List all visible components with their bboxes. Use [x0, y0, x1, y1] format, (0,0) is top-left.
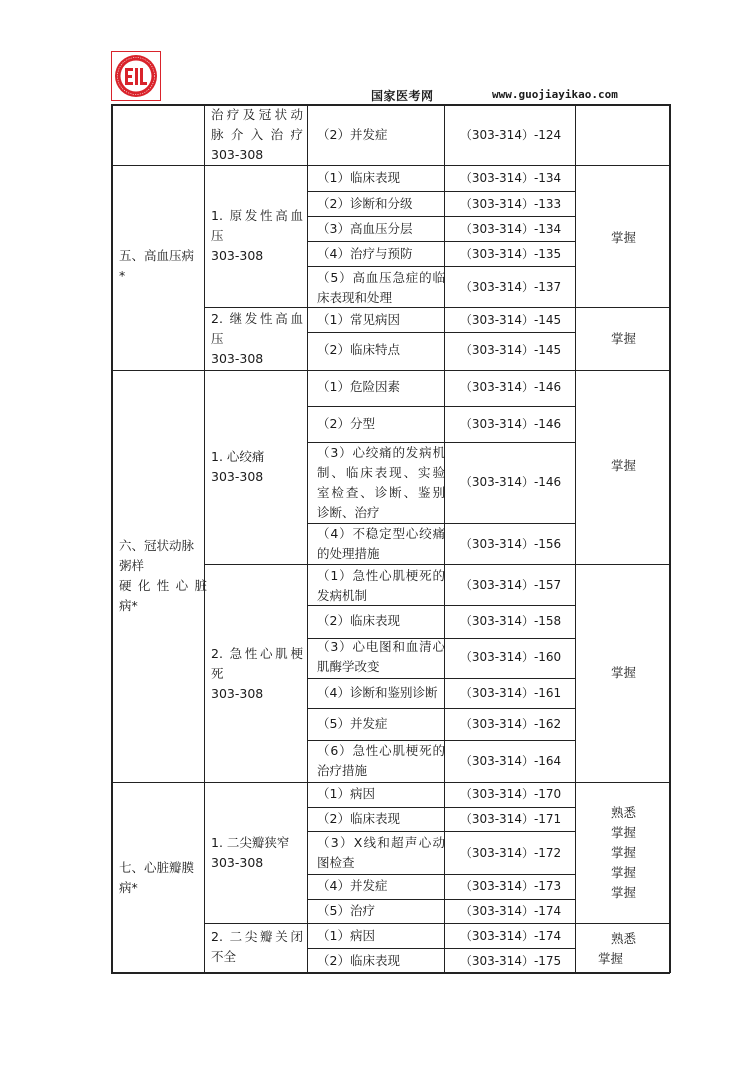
mastery-cell: 熟悉 掌握 掌握 掌握 掌握 [610, 805, 636, 900]
page-ref-cell: （303-314）-174 [459, 904, 562, 918]
page-ref-cell: （303-314）-156 [459, 537, 562, 551]
topic-cell: 1. 原发性高血 压 303-308 [211, 208, 303, 263]
item-cell: （4）不稳定型心绞痛 的处理措施 [317, 526, 445, 561]
page-ref-cell: （303-314）-160 [459, 650, 562, 664]
topic-cell: 1. 二尖瓣狭窄 303-308 [211, 835, 290, 870]
item-cell: （2）临床表现 [317, 811, 400, 826]
page-ref-cell: （303-314）-137 [459, 280, 562, 294]
page-ref-cell: （303-314）-170 [459, 787, 562, 801]
item-cell: （4）治疗与预防 [317, 246, 413, 261]
mastery-cell: 掌握 [610, 331, 636, 346]
item-cell: （1）临床表现 [317, 170, 400, 185]
item-cell: （2）分型 [317, 416, 375, 431]
page-ref-cell: （303-314）-161 [459, 686, 562, 700]
page-ref-cell: （303-314）-146 [459, 417, 562, 431]
page-ref-cell: （303-314）-172 [459, 846, 562, 860]
item-cell: （2）临床表现 [317, 953, 400, 968]
page-ref-cell: （303-314）-162 [459, 717, 562, 731]
section-title: 六、冠状动脉 粥样 硬化性心脏 病* [119, 538, 207, 613]
topic-cell: 2. 急性心肌梗 死 303-308 [211, 646, 303, 701]
topic-cell: 1. 心绞痛 303-308 [211, 449, 265, 484]
item-cell: （2）临床表现 [317, 613, 400, 628]
site-name: 国家医考网 [371, 89, 434, 103]
mastery-cell: 熟悉 掌握 [598, 931, 636, 966]
page-ref-cell: （303-314）-135 [459, 247, 562, 261]
item-cell: （5）高血压急症的临 床表现和处理 [317, 270, 445, 305]
page-ref-cell: （303-314）-158 [459, 614, 562, 628]
item-cell: （1）病因 [317, 786, 375, 801]
page-ref-cell: （303-314）-134 [459, 222, 562, 236]
page-ref-cell: （303-314）-157 [459, 578, 562, 592]
page-ref-cell: （303-314）-175 [459, 954, 562, 968]
topic-cell: 治疗及冠状动 脉介入治疗 303-308 [211, 107, 303, 162]
item-cell: （4）并发症 [317, 878, 388, 893]
mastery-cell: 掌握 [610, 665, 636, 680]
section-title: 五、高血压病 * [119, 248, 195, 283]
mastery-cell: 掌握 [610, 458, 636, 473]
page-ref-cell: （303-314）-171 [459, 812, 562, 826]
item-cell: （3）心电图和血清心 肌酶学改变 [317, 639, 445, 674]
syllabus-table [111, 104, 670, 973]
item-cell: （3）心绞痛的发病机 制、临床表现、实验 室检查、诊断、鉴别 诊断、治疗 [317, 445, 445, 520]
item-cell: （5）并发症 [317, 716, 388, 731]
page-ref-cell: （303-314）-146 [459, 380, 562, 394]
page-ref-cell: （303-314）-124 [459, 128, 562, 142]
page-ref-cell: （303-314）-173 [459, 879, 562, 893]
page-ref-cell: （303-314）-133 [459, 197, 562, 211]
topic-cell: 2. 继发性高血 压 303-308 [211, 311, 303, 366]
section-title: 七、心脏瓣膜 病* [119, 860, 195, 895]
eli-circle-logo-icon [111, 51, 161, 101]
item-cell: （2）诊断和分级 [317, 196, 413, 211]
site-url: www.guojiayikao.com [492, 88, 618, 101]
item-cell: （4）诊断和鉴别诊断 [317, 685, 438, 700]
item-cell: （1）常见病因 [317, 312, 400, 327]
item-cell: （3）高血压分层 [317, 221, 413, 236]
item-cell: （6）急性心肌梗死的 治疗措施 [317, 743, 445, 778]
page-ref-cell: （303-314）-174 [459, 929, 562, 943]
item-cell: （5）治疗 [317, 903, 375, 918]
topic-cell: 2. 二尖瓣关闭 不全 [211, 929, 303, 964]
item-cell: （1）危险因素 [317, 379, 400, 394]
page-ref-cell: （303-314）-146 [459, 475, 562, 489]
item-cell: （2）临床特点 [317, 342, 400, 357]
item-cell: （1）急性心肌梗死的 发病机制 [317, 568, 445, 603]
item-cell: （2）并发症 [317, 127, 388, 142]
page-ref-cell: （303-314）-145 [459, 313, 562, 327]
item-cell: （1）病因 [317, 928, 375, 943]
item-cell: （3）X线和超声心动 图检查 [317, 835, 445, 870]
mastery-cell: 掌握 [610, 230, 636, 245]
page-ref-cell: （303-314）-134 [459, 171, 562, 185]
page-ref-cell: （303-314）-145 [459, 343, 562, 357]
page-ref-cell: （303-314）-164 [459, 754, 562, 768]
